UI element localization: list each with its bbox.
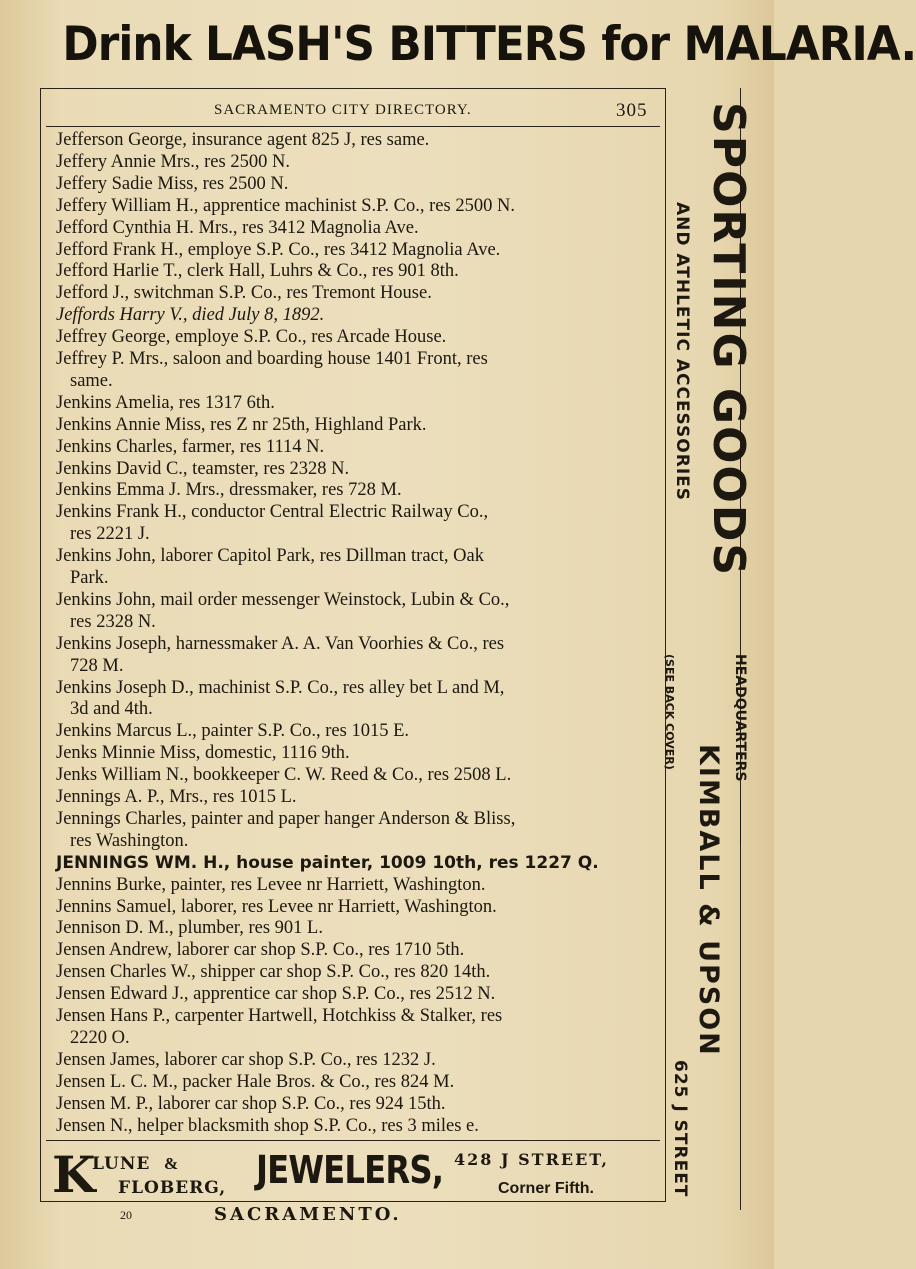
side-advertisement (663, 100, 768, 1220)
directory-entry: Jenkins Charles, farmer, res 1114 N. (56, 436, 325, 457)
directory-entry: Jeffery Annie Mrs., res 2500 N. (56, 151, 290, 172)
side-ad-hq: HEADQUARTERS (732, 654, 748, 782)
directory-entry: Jeffrey P. Mrs., saloon and boarding house 1401 Front, res (56, 349, 488, 369)
ad-page-ref: 20 (120, 1208, 132, 1222)
directory-entry: Jenkins Annie Miss, res Z nr 25th, Highland Park. (56, 414, 427, 435)
ad-corner: Corner Fifth. (498, 1180, 594, 1197)
side-ad-main: SPORTING GOODS (703, 102, 754, 578)
directory-entry: Jensen N., helper blacksmith shop S.P. Co., res 3 miles e. (56, 1115, 479, 1136)
directory-entry: res 2221 J. (70, 524, 150, 545)
side-ad-see: (SEE BACK COVER) (663, 654, 676, 770)
footer-rule (46, 1140, 660, 1141)
directory-entry: Jensen James, laborer car shop S.P. Co., res 1232 J. (56, 1049, 436, 1070)
directory-entry: 3d and 4th. (70, 699, 153, 720)
directory-entry: Jennins Samuel, laborer, res Levee nr Harriett, Washington. (56, 896, 497, 917)
directory-entry: Jennings Charles, painter and paper hanger Anderson & Bliss, (56, 808, 516, 829)
ad-line1: LUNE (92, 1154, 151, 1174)
directory-entry: Jefford Harlie T., clerk Hall, Luhrs & Co., res 901 8th. (56, 261, 459, 282)
directory-entry: Jenkins John, mail order messenger Weinstock, Lubin & Co., (56, 589, 510, 610)
directory-entry: Jenkins David C., teamster, res 2328 N. (56, 458, 350, 479)
ad-jewelers: JEWELERS, (256, 1148, 444, 1192)
page-number: 305 (616, 100, 648, 121)
directory-entry: Jenkins Joseph D., machinist S.P. Co., res alley bet L and M, (56, 677, 505, 698)
directory-entry: Jensen Edward J., apprentice car shop S.P. Co., res 2512 N. (56, 984, 496, 1005)
ad-street: 428 J STREET, (454, 1150, 609, 1169)
directory-entry: Jeffrey George, employe S.P. Co., res Arcade House. (56, 327, 447, 348)
directory-entry: Jenks Minnie Miss, domestic, 1116 9th. (56, 743, 350, 764)
directory-entry: Jensen M. P., laborer car shop S.P. Co., res 924 15th. (56, 1093, 446, 1114)
directory-entry: 728 M. (70, 655, 124, 676)
bottom-advertisement (46, 1144, 666, 1234)
directory-entry: Jeffords Harry V., died July 8, 1892. (56, 305, 325, 326)
directory-entry: same. (70, 370, 113, 391)
side-ad-dash (740, 800, 741, 844)
directory-entry: Jensen Charles W., shipper car shop S.P. Co., res 820 14th. (56, 962, 491, 983)
directory-entry: Jenkins Joseph, harnessmaker A. A. Van Voorhies & Co., res (56, 633, 505, 654)
ad-line2: FLOBERG, (118, 1178, 227, 1198)
side-ad-address: 625 J STREET (670, 1060, 690, 1198)
directory-entry: res Washington. (70, 830, 189, 851)
directory-entry: Jefferson George, insurance agent 825 J, res same. (56, 130, 430, 150)
header-rule (46, 126, 660, 127)
directory-entry: Jefford J., switchman S.P. Co., res Tremont House. (56, 283, 432, 304)
directory-entry: Jenkins Emma J. Mrs., dressmaker, res 728 M. (56, 480, 402, 501)
directory-entry: Jennins Burke, painter, res Levee nr Harriett, Washington. (56, 874, 486, 895)
directory-entry: Jensen L. C. M., packer Hale Bros. & Co., res 824 M. (56, 1071, 455, 1092)
directory-entry: Jennings A. P., Mrs., res 1015 L. (56, 787, 297, 807)
ad-initial: K (52, 1145, 96, 1204)
top-advertisement: Drink LASH'S BITTERS for MALARIA. (62, 17, 916, 72)
ad-ampersand: & (164, 1154, 179, 1173)
directory-entry: 2220 O. (70, 1027, 130, 1048)
directory-entry: Jeffery Sadie Miss, res 2500 N. (56, 173, 289, 194)
directory-entry: Jenkins Amelia, res 1317 6th. (56, 392, 275, 413)
directory-entry: Jenks William N., bookkeeper C. W. Reed & Co., res 2508 L. (56, 765, 512, 786)
directory-entry: Jensen Hans P., carpenter Hartwell, Hotchkiss & Stalker, res (56, 1006, 503, 1026)
side-ad-firm: KIMBALL & UPSON (693, 744, 724, 1057)
side-ad-sub: AND ATHLETIC ACCESSORIES (672, 202, 692, 502)
directory-entry: Jenkins Frank H., conductor Central Electric Railway Co., (56, 502, 489, 523)
ad-city: SACRAMENTO. (214, 1204, 402, 1225)
directory-entry: Jennison D. M., plumber, res 901 L. (56, 918, 323, 939)
directory-entry: JENNINGS WM. H., house painter, 1009 10th, res 1227 Q. (56, 852, 599, 873)
directory-entry: Jeffery William H., apprentice machinist S.P. Co., res 2500 N. (56, 195, 515, 216)
directory-entry: res 2328 N. (70, 611, 156, 632)
directory-entry: Jenkins John, laborer Capitol Park, res Dillman tract, Oak (56, 546, 484, 567)
directory-entry: Jensen Andrew, laborer car shop S.P. Co., res 1710 5th. (56, 940, 465, 961)
directory-entry: Park. (70, 568, 109, 588)
running-head (46, 100, 658, 126)
directory-entry: Jefford Cynthia H. Mrs., res 3412 Magnolia Ave. (56, 217, 419, 238)
directory-title: SACRAMENTO CITY DIRECTORY. (214, 102, 472, 118)
directory-entry: Jenkins Marcus L., painter S.P. Co., res 1015 E. (56, 721, 410, 742)
directory-entry: Jefford Frank H., employe S.P. Co., res 3412 Magnolia Ave. (56, 239, 501, 260)
